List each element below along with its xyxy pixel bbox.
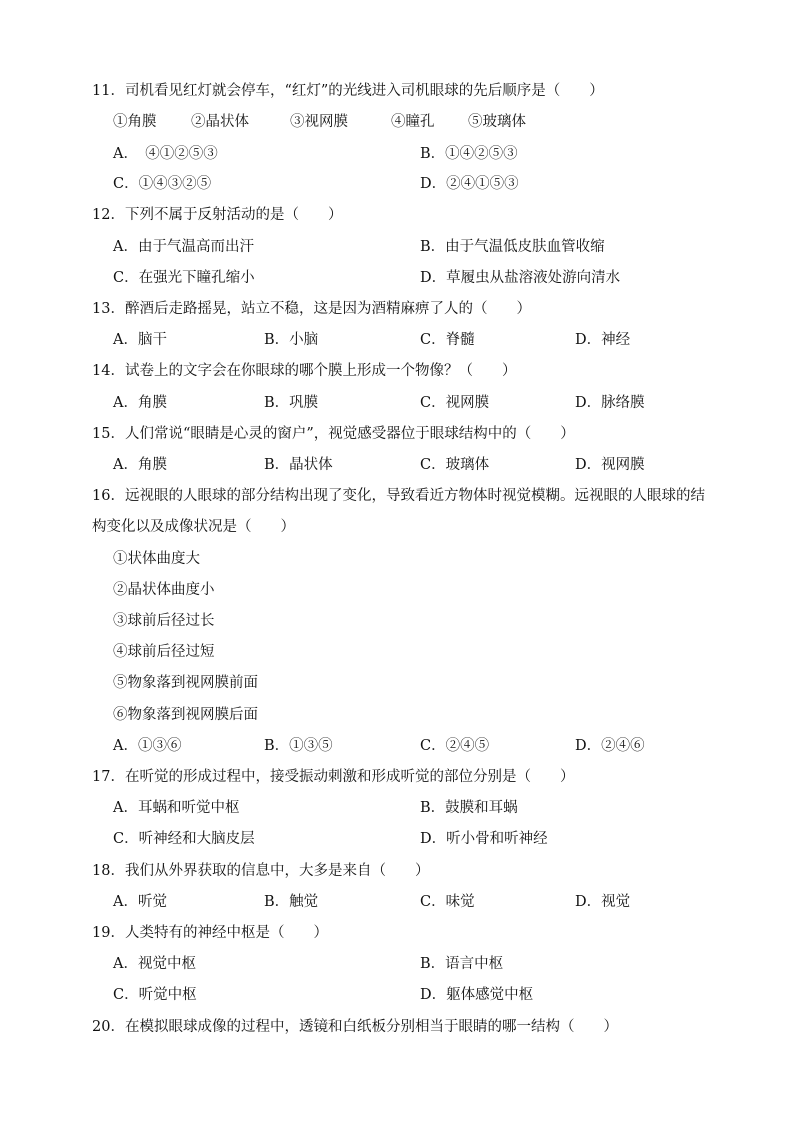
- question-16-stem-continued: 构变化以及成像状况是（ ）: [92, 519, 295, 535]
- item: ⑥物象落到视网膜后面: [113, 707, 258, 723]
- option-d[interactable]: D．躯体感觉中枢: [420, 987, 534, 1003]
- item: ①状体曲度大: [113, 551, 200, 567]
- question-number: 17．: [92, 769, 125, 785]
- question-12-stem: [92, 205, 342, 225]
- question-text: 在模拟眼球成像的过程中，透镜和白纸板分别相当于眼睛的哪一结构（ ）: [124, 1019, 618, 1035]
- question-text: 下列不属于反射活动的是（ ）: [124, 207, 343, 223]
- question-14-stem: [92, 361, 516, 381]
- question-11-stem: [92, 81, 604, 101]
- question-11-items: [0, 112, 794, 132]
- question-number: 13．: [92, 301, 125, 317]
- option-c[interactable]: C．味觉: [420, 894, 475, 910]
- option-a[interactable]: A．角膜: [113, 457, 167, 473]
- option-c[interactable]: C．玻璃体: [420, 457, 490, 473]
- option-a[interactable]: A．听觉: [113, 894, 167, 910]
- question-number: 20．: [92, 1019, 125, 1035]
- option-b[interactable]: B．①④②⑤③: [420, 146, 518, 162]
- question-number: 15．: [92, 426, 125, 442]
- question-text: 我们从外界获取的信息中，大多是来自（ ）: [124, 863, 430, 879]
- option-d[interactable]: D．视网膜: [575, 457, 645, 473]
- option-b[interactable]: B．鼓膜和耳蜗: [420, 800, 518, 816]
- option-d[interactable]: D．听小骨和听神经: [420, 831, 548, 847]
- question-20-stem: [92, 1017, 618, 1037]
- question-text: 试卷上的文字会在你眼球的哪个膜上形成一个物像？（ ）: [124, 363, 517, 379]
- option-a[interactable]: A．耳蜗和听觉中枢: [113, 800, 240, 816]
- option-d[interactable]: D．神经: [575, 332, 631, 348]
- option-c[interactable]: C．①④③②⑤: [113, 176, 212, 192]
- option-d[interactable]: D．草履虫从盐溶液处游向清水: [420, 270, 621, 286]
- option-a[interactable]: A．视觉中枢: [113, 956, 196, 972]
- option-a[interactable]: A．脑干: [113, 332, 167, 348]
- option-c[interactable]: C．脊髓: [420, 332, 475, 348]
- question-text: 司机看见红灯就会停车，“红灯”的光线进入司机眼球的先后顺序是（ ）: [124, 83, 604, 99]
- item: ⑤物象落到视网膜前面: [113, 675, 258, 691]
- option-a[interactable]: A．由于气温高而出汗: [113, 239, 254, 255]
- option-c[interactable]: C．②④⑤: [420, 738, 490, 754]
- item: ⑤玻璃体: [468, 114, 526, 130]
- question-number: 18．: [92, 863, 125, 879]
- option-b[interactable]: B．巩膜: [264, 395, 319, 411]
- item: ①角膜: [113, 114, 157, 130]
- question-13-stem: [92, 299, 531, 319]
- question-18-stem: [92, 861, 429, 881]
- item: ④瞳孔: [391, 114, 435, 130]
- option-b[interactable]: B．语言中枢: [420, 956, 504, 972]
- question-17-stem: [92, 767, 574, 787]
- item: ②晶状体曲度小: [113, 582, 215, 598]
- question-number: 16．: [92, 488, 125, 504]
- option-a[interactable]: A．角膜: [113, 395, 167, 411]
- question-text: 人们常说“眼睛是心灵的窗户”，视觉感受器位于眼球结构中的（ ）: [124, 426, 575, 442]
- option-d[interactable]: D．②④①⑤③: [420, 176, 519, 192]
- option-d[interactable]: D．视觉: [575, 894, 631, 910]
- question-number: 19．: [92, 925, 125, 941]
- item: ③球前后径过长: [113, 613, 215, 629]
- question-19-stem: [92, 923, 328, 943]
- option-a[interactable]: A．①③⑥: [113, 738, 182, 754]
- option-a[interactable]: A． ④①②⑤③: [113, 146, 218, 162]
- option-b[interactable]: B．触觉: [264, 894, 319, 910]
- option-c[interactable]: C．在强光下瞳孔缩小: [113, 270, 255, 286]
- option-c[interactable]: C．听神经和大脑皮层: [113, 831, 255, 847]
- question-text: 人类特有的神经中枢是（ ）: [124, 925, 328, 941]
- option-b[interactable]: B．由于气温低皮肤血管收缩: [420, 239, 605, 255]
- item: ③视网膜: [290, 114, 348, 130]
- option-d[interactable]: D．脉络膜: [575, 395, 645, 411]
- item: ④球前后径过短: [113, 644, 215, 660]
- question-16-stem: [92, 486, 705, 506]
- question-text: 远视眼的人眼球的部分结构出现了变化，导致看近方物体时视觉模糊。远视眼的人眼球的结: [124, 488, 705, 504]
- option-d[interactable]: D．②④⑥: [575, 738, 645, 754]
- question-number: 11．: [92, 83, 125, 99]
- question-number: 14．: [92, 363, 125, 379]
- option-b[interactable]: B．小脑: [264, 332, 319, 348]
- question-number: 12．: [92, 207, 125, 223]
- question-text: 醉酒后走路摇晃，站立不稳，这是因为酒精麻痹了人的（ ）: [124, 301, 531, 317]
- option-b[interactable]: B．晶状体: [264, 457, 333, 473]
- option-b[interactable]: B．①③⑤: [264, 738, 333, 754]
- question-text: 在听觉的形成过程中，接受振动刺激和形成听觉的部位分别是（ ）: [124, 769, 575, 785]
- item: ②晶状体: [191, 114, 249, 130]
- option-c[interactable]: C．听觉中枢: [113, 987, 197, 1003]
- question-15-stem: [92, 424, 575, 444]
- option-c[interactable]: C．视网膜: [420, 395, 490, 411]
